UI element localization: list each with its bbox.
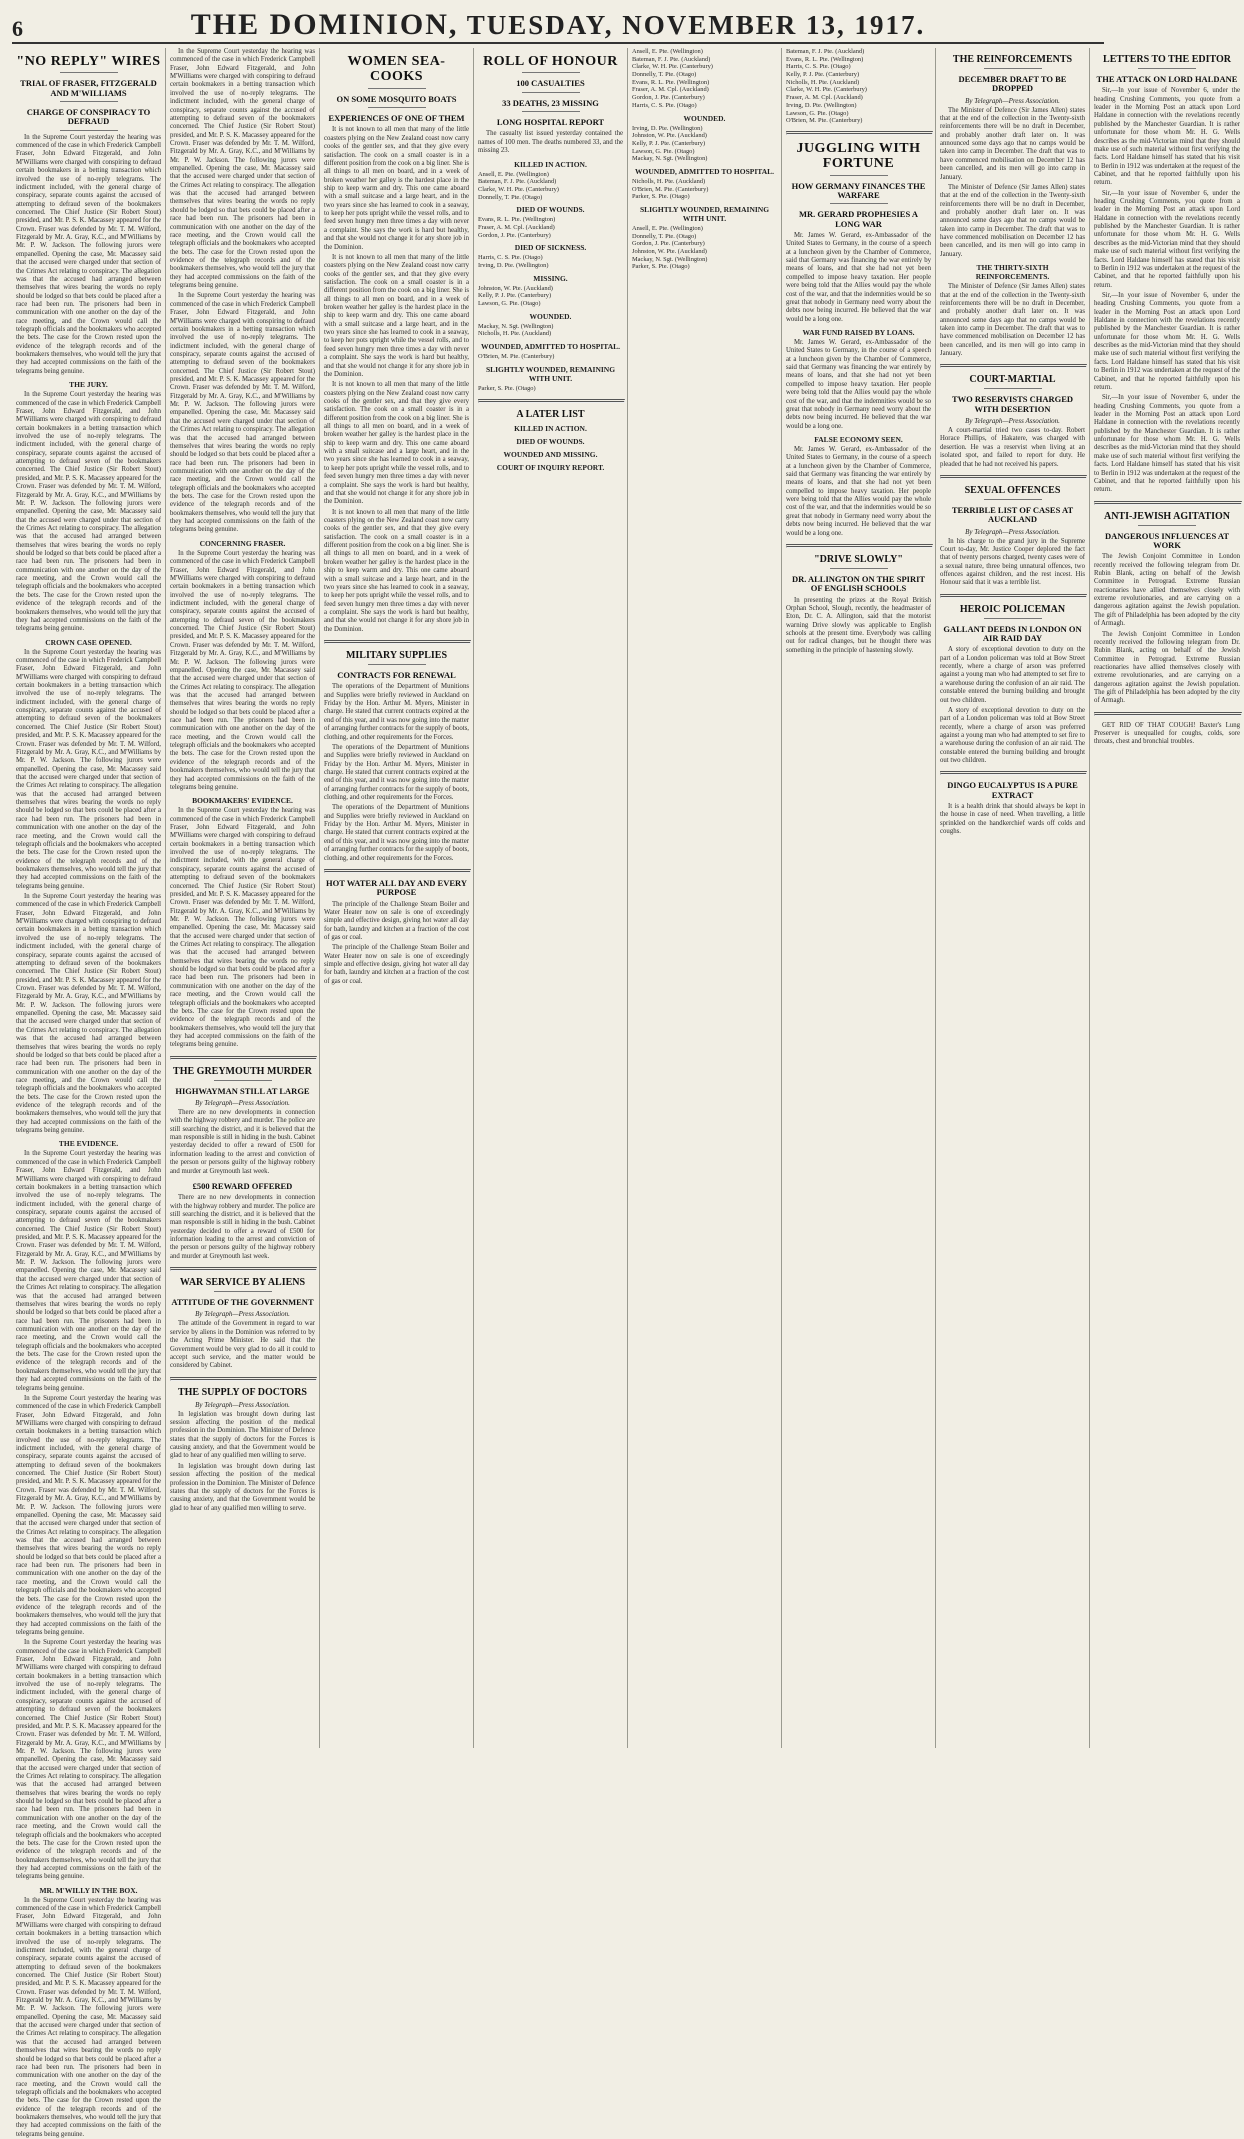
section-heading: MR. M'WILLY IN THE BOX. (39, 1885, 138, 1895)
article-subhead: EXPERIENCES OF ONE OF THEM (328, 113, 465, 124)
list-item: Fraser, A. M. Cpl. (Auckland) (786, 94, 863, 102)
article-body: The Minister of Defence (Sir James Allen) states that at the end of the collection in the Twenty-sixth reinforcements there will be no draft in December, and probably another draft later on. It was announced some days ago that no camps would be taken into camp in December. The draft that was to have commenced mobilisation on December 12 has been cancelled, and its men will go into camp in January. (940, 283, 1085, 358)
article-headline: A LATER LIST (516, 408, 585, 420)
list-item: Mackay, N. Sgt. (Wellington) (632, 155, 708, 163)
list-item: Harris, C. S. Pte. (Otago) (786, 63, 851, 71)
section-heading: KILLED IN ACTION. (514, 423, 587, 433)
article-body: The Jewish Conjoint Committee in London recently received the following telegram from Dr. Rubin Blank, acting on behalf of the Jewish Committee in Petrograd. Extreme Russian reactionaries have allied themselves closely with extreme revolutionaries, and are carrying on a dangerous agitation against the Jewish population. The gift of Philadelphia has been adopted by the city of Armagh. (1094, 630, 1240, 705)
advert-body: The principle of the Challenge Steam Boiler and Water Heater now on sale is one of exceedingly simple and effective design, giving hot water all day for bath, laundry and kitchen at a fraction of the cost of gas or coal. (324, 944, 469, 985)
article-body: In legislation was brought down during last session affecting the position of the medical profession in the Dominion. The Minister of Defence states that the supply of doctors for the Forces is causing anxiety, and that the Government would be glad to hear of any qualified men willing to serve. (170, 1462, 315, 1512)
article-body: In his charge to the grand jury in the Supreme Court to-day, Mr. Justice Cooper deplored the fact that of twenty persons charged, twenty cases were of a sexual nature, three being unnatural offences, two offences against children, and the rest incest. His Honour said that it was a terrible list. (940, 537, 1085, 587)
article-body: A story of exceptional devotion to duty on the part of a London policeman was told at Bow Street recently, where a charge of arson was preferred against a young man who had attempted to set fire to a warehouse during the confusion of an air raid. The constable entered the burning building and brought out two children. (940, 646, 1085, 704)
column-2 (166, 48, 320, 1748)
article-headline: HEROIC POLICEMAN (959, 603, 1066, 615)
article-subhead: HOW GERMANY FINANCES THE WARFARE (791, 180, 926, 200)
casualty-list (478, 385, 623, 393)
list-item: Kelly, P. J. Pte. (Canterbury) (632, 139, 706, 147)
column-5 (628, 48, 782, 1748)
article-headline: WOMEN SEA-COOKS (347, 54, 446, 85)
list-item: Parker, S. Pte. (Otago) (478, 384, 536, 392)
article-body: In the Supreme Court yesterday the hearing was commenced of the case in which Frederick Campbell Fraser, John Edward Fitzgerald, and John M'Williams were charged with conspiring to defraud certain bookmakers in a betting transaction which involved the use of no-reply telegrams. The indictment included, with the general charge of conspiracy, separate counts against the accused of attempting to defraud seven of the bookmakers concerned. The Chief Justice (Sir Robert Stout) presided, and Mr. P. S. K. Macassey appeared for the Crown. Fraser was defended by Mr. T. M. Wilford, Fitzgerald by Mr. A. Gray, K.C., and M'Williams by Mr. P. W. Jackson. The following jurors were empanelled. Opening the case, Mr. Macassey said that the accused were charged under that section of the Crimes Act relating to conspiracy. The allegation was that the accused had arranged between themselves that wires bearing the words no reply should be lodged so that bets could be placed after a race had been run. The prisoners had been in communication with one another on the day of the race meeting, and the Crown would call the telegraph officials and the bookmakers who accepted the bets. The case for the Crown rested upon the evidence of the telegraph records and of the bookmakers themselves, who would tell the jury that they had accepted commissions on the faith of the telegrams being genuine. (170, 807, 315, 1049)
article-headline: MILITARY SUPPLIES (345, 650, 448, 662)
list-item: Fraser, A. M. Cpl. (Auckland) (632, 86, 709, 94)
column-4 (474, 48, 628, 1748)
article-headline: JUGGLING WITH FORTUNE (796, 140, 921, 172)
article-subhead: ATTITUDE OF THE GOVERNMENT (171, 1297, 314, 1308)
section-heading: CROWN CASE OPENED. (45, 637, 132, 647)
list-item: Clarke, W. H. Pte. (Canterbury) (786, 86, 867, 94)
section-heading: DIED OF WOUNDS. (516, 436, 585, 446)
list-item: Irving, D. Pte. (Wellington) (786, 101, 857, 109)
list-item: Fraser, A. M. Cpl. (Auckland) (478, 223, 555, 231)
list-item: Harris, C. S. Pte. (Otago) (632, 101, 697, 109)
article-body: Sir,—In your issue of November 6, under the heading Crushing Comments, you quote from a leader in the Morning Post an attack upon Lord Haldane in connection with the revelations recently published by the Manchester Guardian. It is rather unfortunate for those whom Mr. H. G. Wells describes as the mid-Victorian mind that they should make use of such material without first verifying the facts. Lord Haldane himself has stated that his visit to Berlin in 1912 was undertaken at the request of the Cabinet, and that he reported faithfully upon his return. (1094, 291, 1240, 391)
advert-body: The principle of the Challenge Steam Boiler and Water Heater now on sale is one of exceedingly simple and effective design, giving hot water all day for bath, laundry and kitchen at a fraction of the cost of gas or coal. (324, 900, 469, 942)
article-body: Mr. James W. Gerard, ex-Ambassador of the United States to Germany, in the course of a speech at a luncheon given by the Chamber of Commerce, said that Germany was financing the war entirely by means of loans, and that she had not yet been compelled to impose heavy taxation. Her people were being told that the Allies would pay the whole cost of the war, and that the indemnities would be so great that nobody in Germany need worry about the debts now being incurred. He believed that the war would be a long one. (786, 445, 931, 537)
article-subhead: CHARGE OF CONSPIRACY TO DEFRAUD (26, 107, 151, 127)
section-heading: WAR FUND RAISED BY LOANS. (802, 327, 915, 337)
article-subhead: TERRIBLE LIST OF CASES AT AUCKLAND (951, 504, 1074, 525)
article-body: A court-martial tried two cases to-day. Robert Horace Phillips, of Hakatere, was charged with desertion. He was a reservist when living at an isolated spot, and failed to report for duty. He pleaded that he had not received his papers. (940, 427, 1085, 468)
article-subhead: £500 REWARD OFFERED (192, 1180, 293, 1191)
section-heading: DIED OF WOUNDS. (516, 205, 585, 215)
advert-body: GET RID OF THAT COUGH! Baxter's Lung Preserver is unequalled for coughs, colds, sore throats, chest and bronchial troubles. (1094, 721, 1240, 746)
list-item: O'Brien, M. Pte. (Canterbury) (786, 117, 863, 125)
column-8 (1090, 48, 1244, 1748)
section-heading: WOUNDED. (529, 311, 572, 321)
section-heading: COURT OF INQUIRY REPORT. (496, 462, 605, 472)
list-item: Gordon, J. Pte. (Canterbury) (632, 94, 705, 102)
article-headline: COURT-MARTIAL (969, 374, 1056, 386)
list-item: Evans, R. L. Pte. (Wellington) (478, 216, 556, 224)
list-item: Nicholls, H. Pte. (Auckland) (632, 177, 706, 185)
article-body: A story of exceptional devotion to duty on the part of a London policeman was told at Bow Street recently, where a charge of arson was preferred against a young man who had attempted to set fire to a warehouse during the confusion of an air raid. The constable entered the burning building and brought out two children. (940, 706, 1085, 765)
article-subhead: DECEMBER DRAFT TO BE DROPPED (958, 74, 1067, 94)
article-subhead: DR. ALLINGTON ON THE SPIRIT OF ENGLISH SCHOOLS (791, 573, 926, 594)
column-1 (12, 48, 166, 2138)
article-body: Sir,—In your issue of November 6, under the heading Crushing Comments, you quote from a leader in the Morning Post an attack upon Lord Haldane in connection with the revelations recently published by the Manchester Guardian. It is rather unfortunate for those whom Mr. H. G. Wells describes as the mid-Victorian mind that they should make use of such material without first verifying the facts. Lord Haldane himself has stated that his visit to Berlin in 1912 was undertaken at the request of the Cabinet, and that he reported faithfully upon his return. (1094, 87, 1240, 187)
article-body: In the Supreme Court yesterday the hearing was commenced of the case in which Frederick Campbell Fraser, John Edward Fitzgerald, and John M'Williams were charged with conspiring to defraud certain bookmakers in a betting transaction which involved the use of no-reply telegrams. The indictment included, with the general charge of conspiracy, separate counts against the accused of attempting to defraud seven of the bookmakers concerned. The Chief Justice (Sir Robert Stout) presided, and Mr. P. S. K. Macassey appeared for the Crown. Fraser was defended by Mr. T. M. Wilford, Fitzgerald by Mr. A. Gray, K.C., and M'Williams by Mr. P. W. Jackson. The following jurors were empanelled. Opening the case, Mr. Macassey said that the accused were charged under that section of the Crimes Act relating to conspiracy. The allegation was that the accused had arranged between themselves that wires bearing the words no reply should be lodged so that bets could be placed after a race had been run. The prisoners had been in communication with one another on the day of the race meeting, and the Crown would call the telegraph officials and the bookmakers who accepted the bets. The case for the Crown rested upon the evidence of the telegraph records and of the bookmakers themselves, who would tell the jury that they had accepted commissions on the faith of the telegrams being genuine. (16, 1394, 161, 1636)
article-body: In the Supreme Court yesterday the hearing was commenced of the case in which Frederick Campbell Fraser, John Edward Fitzgerald, and John M'Williams were charged with conspiring to defraud certain bookmakers in a betting transaction which involved the use of no-reply telegrams. The indictment included, with the general charge of conspiracy, separate counts against the accused of attempting to defraud seven of the bookmakers concerned. The Chief Justice (Sir Robert Stout) presided, and Mr. P. S. K. Macassey appeared for the Crown. Fraser was defended by Mr. T. M. Wilford, Fitzgerald by Mr. A. Gray, K.C., and M'Williams by Mr. P. W. Jackson. The following jurors were empanelled. Opening the case, Mr. Macassey said that the accused were charged under that section of the Crimes Act relating to conspiracy. The allegation was that the accused had arranged between themselves that wires bearing the words no reply should be lodged so that bets could be placed after a race had been run. The prisoners had been in communication with one another on the day of the race meeting, and the Crown would call the telegraph officials and the bookmakers who accepted the bets. The case for the Crown rested upon the evidence of the telegraph records and of the bookmakers themselves, who would tell the jury that they had accepted commissions on the faith of the telegrams being genuine. (16, 1150, 161, 1392)
list-item: Parker, S. Pte. (Otago) (632, 193, 690, 201)
list-item: Bateman, F. J. Pte. (Auckland) (786, 48, 865, 55)
article-body: In the Supreme Court yesterday the hearing was commenced of the case in which Frederick Campbell Fraser, John Edward Fitzgerald, and John M'Williams were charged with conspiring to defraud certain bookmakers in a betting transaction which involved the use of no-reply telegrams. The indictment included, with the general charge of conspiracy, separate counts against the accused of attempting to defraud seven of the bookmakers concerned. The Chief Justice (Sir Robert Stout) presided, and Mr. P. S. K. Macassey appeared for the Crown. Fraser was defended by Mr. T. M. Wilford, Fitzgerald by Mr. A. Gray, K.C., and M'Williams by Mr. P. W. Jackson. The following jurors were empanelled. Opening the case, Mr. Macassey said that the accused were charged under that section of the Crimes Act relating to conspiracy. The allegation was that the accused had arranged between themselves that wires bearing the words no reply should be lodged so that bets could be placed after a race had been run. The prisoners had been in communication with one another on the day of the race meeting, and the Crown would call the telegraph officials and the bookmakers who accepted the bets. The case for the Crown rested upon the evidence of the telegraph records and of the bookmakers themselves, who would tell the jury that they had accepted commissions on the faith of the telegrams being genuine. (16, 133, 161, 375)
section-heading: THE THIRTY-SIXTH REINFORCEMENTS. (975, 263, 1050, 282)
list-item: Clarke, W. H. Pte. (Canterbury) (478, 185, 559, 193)
page-columns (12, 48, 1240, 2138)
list-item: Johnston, W. Pte. (Auckland) (632, 132, 707, 140)
column-3 (320, 48, 474, 1748)
article-body: There are no new developments in connection with the highway robbery and murder. The police are still searching the district, and it is believed that the man responsible is still in hiding in the bush. Cabinet yesterday decided to offer a reward of £500 for information leading to the arrest and conviction of the person or persons guilty of the highway robbery and murder at Greymouth last week. (170, 1109, 315, 1175)
article-body: In the Supreme Court yesterday the hearing was commenced of the case in which Frederick Campbell Fraser, John Edward Fitzgerald, and John M'Williams were charged with conspiring to defraud certain bookmakers in a betting transaction which involved the use of no-reply telegrams. The indictment included, with the general charge of conspiracy, separate counts against the accused of attempting to defraud seven of the bookmakers concerned. The Chief Justice (Sir Robert Stout) presided, and Mr. P. S. K. Macassey appeared for the Crown. Fraser was defended by Mr. T. M. Wilford, Fitzgerald by Mr. A. Gray, K.C., and M'Williams by Mr. P. W. Jackson. The following jurors were empanelled. Opening the case, Mr. Macassey said that the accused were charged under that section of the Crimes Act relating to conspiracy. The allegation was that the accused had arranged between themselves that wires bearing the words no reply should be lodged so that bets could be placed after a race had been run. The prisoners had been in communication with one another on the day of the race meeting, and the Crown would call the telegraph officials and the bookmakers who accepted the bets. The case for the Crown rested upon the evidence of the telegraph records and of the bookmakers themselves, who would tell the jury that they had accepted commissions on the faith of the telegrams being genuine. (170, 549, 315, 791)
article-subhead: ON SOME MOSQUITO BOATS (336, 93, 457, 104)
list-item: Ansell, E. Pte. (Wellington) (632, 225, 703, 232)
casualty-list (478, 216, 623, 239)
article-body: The Minister of Defence (Sir James Allen) states that at the end of the collection in the Twenty-sixth reinforcements there will be no draft in December, and probably another draft later on. It was announced some days ago that no camps would be taken into camp in December. The draft that was to have commenced mobilisation on December 12 has been cancelled, and its men will go into camp in January. (940, 106, 1085, 181)
article-headline: "DRIVE SLOWLY" (814, 553, 903, 565)
page-number: 6 (12, 16, 23, 41)
article-body: The attitude of the Government in regard to war service by aliens in the Dominion was referred to by the Acting Prime Minister. He said that the Government would be very glad to do all it could to accept such service, and the matter would be considered by Cabinet. (170, 1320, 315, 1370)
column-7 (936, 48, 1090, 1748)
advert-headline: HOT WATER ALL DAY AND EVERY PURPOSE (325, 877, 467, 898)
article-subhead: GALLANT DEEDS IN LONDON ON AIR RAID DAY (943, 623, 1082, 644)
article-headline: ANTI-JEWISH AGITATION (1103, 510, 1231, 522)
list-item: Mackay, N. Sgt. (Wellington) (632, 255, 708, 263)
section-heading: THE JURY. (69, 380, 108, 390)
section-heading: WOUNDED, ADMITTED TO HOSPITAL. (635, 166, 774, 176)
byline: By Telegraph—Press Association. (195, 1310, 290, 1319)
article-body: In the Supreme Court yesterday the hearing was commenced of the case in which Frederick Campbell Fraser, John Edward Fitzgerald, and John M'Williams were charged with conspiring to defraud certain bookmakers in a betting transaction which involved the use of no-reply telegrams. The indictment included, with the general charge of conspiracy, separate counts against the accused of attempting to defraud seven of the bookmakers concerned. The Chief Justice (Sir Robert Stout) presided, and Mr. P. S. K. Macassey appeared for the Crown. Fraser was defended by Mr. T. M. Wilford, Fitzgerald by Mr. A. Gray, K.C., and M'Williams by Mr. P. W. Jackson. The following jurors were empanelled. Opening the case, Mr. Macassey said that the accused were charged under that section of the Crimes Act relating to conspiracy. The allegation was that the accused had arranged between themselves that wires bearing the words no reply should be lodged so that bets could be placed after a race had been run. The prisoners had been in communication with one another on the day of the race meeting, and the Crown would call the telegraph officials and the bookmakers who accepted the bets. The case for the Crown rested upon the evidence of the telegraph records and of the bookmakers themselves, who would tell the jury that they had accepted commissions on the faith of the telegrams being genuine. (16, 648, 161, 890)
list-item: Lawson, G. Pte. (Otago) (786, 109, 849, 117)
list-item: Lawson, G. Pte. (Otago) (478, 300, 541, 308)
article-subhead: TRIAL OF FRASER, FITZGERALD AND M'WILLIAMS (20, 78, 157, 98)
section-heading: CONCERNING FRASER. (199, 538, 286, 548)
article-headline: ROLL OF HONOUR (483, 54, 618, 69)
section-heading: WOUNDED AND MISSING. (503, 449, 598, 459)
casualty-list-continued (786, 48, 931, 125)
masthead-title-line (72, 8, 1044, 42)
section-heading: KILLED IN ACTION. (514, 159, 587, 169)
article-body: In the Supreme Court yesterday the hearing was commenced of the case in which Frederick Campbell Fraser, John Edward Fitzgerald, and John M'Williams were charged with conspiring to defraud certain bookmakers in a betting transaction which involved the use of no-reply telegrams. The indictment included, with the general charge of conspiracy, separate counts against the accused of attempting to defraud seven of the bookmakers concerned. The Chief Justice (Sir Robert Stout) presided, and Mr. P. S. K. Macassey appeared for the Crown. Fraser was defended by Mr. T. M. Wilford, Fitzgerald by Mr. A. Gray, K.C., and M'Williams by Mr. P. W. Jackson. The following jurors were empanelled. Opening the case, Mr. Macassey said that the accused were charged under that section of the Crimes Act relating to conspiracy. The allegation was that the accused had arranged between themselves that wires bearing the words no reply should be lodged so that bets could be placed after a race had been run. The prisoners had been in communication with one another on the day of the race meeting, and the Crown would call the telegraph officials and the bookmakers who accepted the bets. The case for the Crown rested upon the evidence of the telegraph records and of the bookmakers themselves, who would tell the jury that they had accepted commissions on the faith of the telegrams being genuine. (170, 48, 315, 290)
list-item: Kelly, P. J. Pte. (Canterbury) (478, 292, 552, 300)
article-body: In presenting the prizes at the Royal British Orphan School, Slough, recently, the headmaster of Eton, Dr. C. A. Allington, said that the motorist warning Drive slowly was applicable to English schools at the present time. Everybody was calling out for radical changes, but he thought there was something in the principle of hastening slowly. (786, 596, 931, 654)
list-item: O'Brien, M. Pte. (Canterbury) (632, 185, 709, 193)
article-body: There are no new developments in connection with the highway robbery and murder. The police are still searching the district, and it is believed that the man responsible is still in hiding in the bush. Cabinet yesterday decided to offer a reward of £500 for information leading to the arrest and conviction of the person or persons guilty of the highway robbery and murder at Greymouth last week. (170, 1194, 315, 1260)
article-subhead: TWO RESERVISTS CHARGED WITH DESERTION (951, 394, 1074, 414)
list-item: Evans, R. L. Pte. (Wellington) (786, 55, 864, 63)
list-item: Nicholls, H. Pte. (Auckland) (478, 330, 552, 338)
list-item: Ansell, E. Pte. (Wellington) (478, 170, 549, 178)
article-body: Mr. James W. Gerard, ex-Ambassador of the United States to Germany, in the course of a speech at a luncheon given by the Chamber of Commerce, said that Germany was financing the war entirely by means of loans, and that she had not yet been compelled to impose heavy taxation. Her people were being told that the Allies would pay the whole cost of the war, and that the indemnities would be so great that nobody in Germany need worry about the debts now being incurred. He believed that the war would be a long one. (786, 338, 931, 430)
list-item: Ansell, E. Pte. (Wellington) (632, 48, 703, 55)
article-body: The operations of the Department of Munitions and Supplies were briefly reviewed in Auckland on Friday by the Hon. Arthur M. Myers, Minister in charge. He stated that current contracts expired at the end of this year, and it was now going into the matter of arranging further contracts for the supply of boots, clothing, and other requirements for the Forces. (324, 683, 469, 741)
article-headline: WAR SERVICE BY ALIENS (179, 1277, 306, 1289)
column-6 (782, 48, 936, 1748)
article-headline: THE GREYMOUTH MURDER (173, 1065, 312, 1077)
article-subhead: 33 DEATHS, 23 MISSING (502, 97, 599, 108)
casualty-list (632, 225, 777, 271)
list-item: Irving, D. Pte. (Wellington) (478, 262, 549, 269)
advert-headline: DINGO EUCALYPTUS IS A PURE EXTRACT (947, 780, 1078, 800)
list-item: Gordon, J. Pte. (Canterbury) (478, 231, 551, 239)
section-heading: SLIGHTLY WOUNDED, REMAINING WITH UNIT. (485, 364, 616, 383)
article-body: It is not known to all men that many of the little coasters plying on the New Zealand coast now carry cooks of the gentler sex, and that they give every satisfaction. The cook on a small coaster is in a different position from the cook on a big liner. She is all things to all men on board, and in a week of broken weather her galley is the hardest place in the ship to keep warm and dry. This one came aboard with a small suitcase and a large heart, and in the two years since she has learned to cook in a seaway, to keep her pots upright while the vessel rolls, and to feed seven hungry men three times a day with never a complaint. She says the work is hard but healthy, and that she would not change it for any shore job in the Dominion. (324, 126, 469, 251)
article-body: In the Supreme Court yesterday the hearing was commenced of the case in which Frederick Campbell Fraser, John Edward Fitzgerald, and John M'Williams were charged with conspiring to defraud certain bookmakers in a betting transaction which involved the use of no-reply telegrams. The indictment included, with the general charge of conspiracy, separate counts against the accused of attempting to defraud seven of the bookmakers concerned. The Chief Justice (Sir Robert Stout) presided, and Mr. P. S. K. Macassey appeared for the Crown. Fraser was defended by Mr. T. M. Wilford, Fitzgerald by Mr. A. Gray, K.C., and M'Williams by Mr. P. W. Jackson. The following jurors were empanelled. Opening the case, Mr. Macassey said that the accused were charged under that section of the Crimes Act relating to conspiracy. The allegation was that the accused had arranged between themselves that wires bearing the words no reply should be lodged so that bets could be placed after a race had been run. The prisoners had been in communication with one another on the day of the race meeting, and the Crown would call the telegraph officials and the bookmakers who accepted the bets. The case for the Crown rested upon the evidence of the telegraph records and of the bookmakers themselves, who would tell the jury that they had accepted commissions on the faith of the telegrams being genuine. (16, 1896, 161, 2138)
article-subhead: HIGHWAYMAN STILL AT LARGE (175, 1085, 310, 1096)
list-item: Johnston, W. Pte. (Auckland) (632, 248, 707, 256)
article-body: In legislation was brought down during last session affecting the position of the medical profession in the Dominion. The Minister of Defence states that the supply of doctors for the Forces is causing anxiety, and that the Government would be glad to hear of any qualified men willing to serve. (170, 1410, 315, 1460)
article-subhead: THE ATTACK ON LORD HALDANE (1096, 74, 1238, 84)
list-item: Donnelly, T. Pte. (Otago) (632, 71, 697, 79)
byline: By Telegraph—Press Association. (195, 1400, 290, 1409)
section-heading: WOUNDED, ADMITTED TO HOSPITAL. (481, 342, 620, 352)
list-item: Harris, C. S. Pte. (Otago) (478, 254, 543, 262)
casualty-list (632, 178, 777, 201)
byline: By Telegraph—Press Association. (195, 1099, 290, 1108)
article-body: The operations of the Department of Munitions and Supplies were briefly reviewed in Auckland on Friday by the Hon. Arthur M. Myers, Minister in charge. He stated that current contracts expired at the end of this year, and it was now going into the matter of arranging further contracts for the supply of boots, clothing, and other requirements for the Forces. (324, 743, 469, 802)
list-item: Donnelly, T. Pte. (Otago) (632, 232, 697, 240)
list-item: Lawson, G. Pte. (Otago) (632, 147, 695, 155)
paper-date: TUESDAY, NOVEMBER 13, 1917. (466, 10, 926, 40)
section-heading: MISSING. (533, 273, 568, 283)
article-headline: LETTERS TO THE EDITOR (1103, 54, 1231, 65)
article-body: In the Supreme Court yesterday the hearing was commenced of the case in which Frederick Campbell Fraser, John Edward Fitzgerald, and John M'Williams were charged with conspiring to defraud certain bookmakers in a betting transaction which involved the use of no-reply telegrams. The indictment included, with the general charge of conspiracy, separate counts against the accused of attempting to defraud seven of the bookmakers concerned. The Chief Justice (Sir Robert Stout) presided, and Mr. P. S. K. Macassey appeared for the Crown. Fraser was defended by Mr. T. M. Wilford, Fitzgerald by Mr. A. Gray, K.C., and M'Williams by Mr. P. W. Jackson. The following jurors were empanelled. Opening the case, Mr. Macassey said that the accused were charged under that section of the Crimes Act relating to conspiracy. The allegation was that the accused had arranged between themselves that wires bearing the words no reply should be lodged so that bets could be placed after a race had been run. The prisoners had been in communication with one another on the day of the race meeting, and the Crown would call the telegraph officials and the bookmakers who accepted the bets. The case for the Crown rested upon the evidence of the telegraph records and of the bookmakers themselves, who would tell the jury that they had accepted commissions on the faith of the telegrams being genuine. (16, 391, 161, 633)
article-headline: "NO REPLY" WIRES (16, 54, 161, 69)
byline: By Telegraph—Press Association. (965, 417, 1060, 426)
list-item: Irving, D. Pte. (Wellington) (632, 124, 703, 132)
masthead (12, 8, 1104, 44)
list-item: Donnelly, T. Pte. (Otago) (478, 193, 543, 201)
article-body: In the Supreme Court yesterday the hearing was commenced of the case in which Frederick Campbell Fraser, John Edward Fitzgerald, and John M'Williams were charged with conspiring to defraud certain bookmakers in a betting transaction which involved the use of no-reply telegrams. The indictment included, with the general charge of conspiracy, separate counts against the accused of attempting to defraud seven of the bookmakers concerned. The Chief Justice (Sir Robert Stout) presided, and Mr. P. S. K. Macassey appeared for the Crown. Fraser was defended by Mr. T. M. Wilford, Fitzgerald by Mr. A. Gray, K.C., and M'Williams by Mr. P. W. Jackson. The following jurors were empanelled. Opening the case, Mr. Macassey said that the accused were charged under that section of the Crimes Act relating to conspiracy. The allegation was that the accused had arranged between themselves that wires bearing the words no reply should be lodged so that bets could be placed after a race had been run. The prisoners had been in communication with one another on the day of the race meeting, and the Crown would call the telegraph officials and the bookmakers who accepted the bets. The case for the Crown rested upon the evidence of the telegraph records and of the bookmakers themselves, who would tell the jury that they had accepted commissions on the faith of the telegrams being genuine. (16, 1639, 161, 1881)
paper-title: THE DOMINION, (190, 8, 459, 41)
list-item: Parker, S. Pte. (Otago) (632, 263, 690, 271)
article-headline: SEXUAL OFFENCES (964, 484, 1061, 496)
casualty-list (478, 171, 623, 202)
list-item: Bateman, F. J. Pte. (Auckland) (632, 55, 711, 63)
article-subhead: MR. GERARD PROPHESIES A LONG WAR (798, 209, 918, 229)
casualty-list (478, 285, 623, 308)
article-body: Sir,—In your issue of November 6, under the heading Crushing Comments, you quote from a leader in the Morning Post an attack upon Lord Haldane in connection with the revelations recently published by the Manchester Guardian. It is rather unfortunate for those whom Mr. H. G. Wells describes as the mid-Victorian mind that they should make use of such material without first verifying the facts. Lord Haldane himself has stated that his visit to Berlin in 1912 was undertaken at the request of the Cabinet, and that he reported faithfully upon his return. (1094, 394, 1240, 494)
article-headline: THE REINFORCEMENTS (952, 54, 1073, 65)
article-body: It is not known to all men that many of the little coasters plying on the New Zealand coast now carry cooks of the gentler sex, and that they give every satisfaction. The cook on a small coaster is in a different position from the cook on a big liner. She is all things to all men on board, and in a week of broken weather her galley is the hardest place in the ship to keep warm and dry. This one came aboard with a small suitcase and a large heart, and in the two years since she has learned to cook in a seaway, to keep her pots upright while the vessel rolls, and to feed seven hungry men three times a day with never a complaint. She says the work is hard but healthy, and that she would not change it for any shore job in the Dominion. (324, 508, 469, 633)
list-item: Kelly, P. J. Pte. (Canterbury) (786, 71, 860, 79)
section-heading: WOUNDED. (683, 113, 726, 123)
article-subhead: DANGEROUS INFLUENCES AT WORK (1104, 530, 1230, 550)
casualty-list-continued (632, 48, 777, 110)
byline: By Telegraph—Press Association. (965, 96, 1060, 105)
article-subhead: 100 CASUALTIES (516, 78, 585, 89)
article-body: In the Supreme Court yesterday the hearing was commenced of the case in which Frederick Campbell Fraser, John Edward Fitzgerald, and John M'Williams were charged with conspiring to defraud certain bookmakers in a betting transaction which involved the use of no-reply telegrams. The indictment included, with the general charge of conspiracy, separate counts against the accused of attempting to defraud seven of the bookmakers concerned. The Chief Justice (Sir Robert Stout) presided, and Mr. P. S. K. Macassey appeared for the Crown. Fraser was defended by Mr. T. M. Wilford, Fitzgerald by Mr. A. Gray, K.C., and M'Williams by Mr. P. W. Jackson. The following jurors were empanelled. Opening the case, Mr. Macassey said that the accused were charged under that section of the Crimes Act relating to conspiracy. The allegation was that the accused had arranged between themselves that wires bearing the words no reply should be lodged so that bets could be placed after a race had been run. The prisoners had been in communication with one another on the day of the race meeting, and the Crown would call the telegraph officials and the bookmakers who accepted the bets. The case for the Crown rested upon the evidence of the telegraph records and of the bookmakers themselves, who would tell the jury that they had accepted commissions on the faith of the telegrams being genuine. (16, 893, 161, 1135)
advert-body: It is a health drink that should always be kept in the house in case of need. When travelling, a little sprinkled on the handkerchief wards off colds and coughs. (940, 803, 1085, 836)
section-heading: BOOKMAKERS' EVIDENCE. (192, 796, 293, 806)
casualty-list (478, 353, 623, 361)
casualty-list (478, 323, 623, 338)
list-item: Johnston, W. Pte. (Auckland) (478, 284, 553, 292)
list-item: Nicholls, H. Pte. (Auckland) (786, 78, 860, 86)
byline: By Telegraph—Press Association. (965, 527, 1060, 536)
article-body: Mr. James W. Gerard, ex-Ambassador of the United States to Germany, in the course of a speech at a luncheon given by the Chamber of Commerce, said that Germany was financing the war entirely by means of loans, and that she had not yet been compelled to impose heavy taxation. Her people were being told that the Allies would pay the whole cost of the war, and that the indemnities would be so great that nobody in Germany need worry about the debts now being incurred. He believed that the war would be a long one. (786, 232, 931, 323)
article-subhead: CONTRACTS FOR RENEWAL (337, 670, 456, 681)
section-heading: THE EVIDENCE. (58, 1139, 119, 1149)
list-item: Evans, R. L. Pte. (Wellington) (632, 78, 710, 86)
list-item: Bateman, F. J. Pte. (Auckland) (478, 178, 557, 186)
list-item: Gordon, J. Pte. (Canterbury) (632, 240, 705, 248)
article-subhead: LONG HOSPITAL REPORT (496, 117, 605, 128)
article-body: The Jewish Conjoint Committee in London recently received the following telegram from Dr. Rubin Blank, acting on behalf of the Jewish Committee in Petrograd. Extreme Russian reactionaries have allied themselves closely with extreme revolutionaries, and are carrying on a dangerous agitation against the Jewish population. The gift of Philadelphia has been adopted by the city of Armagh. (1094, 553, 1240, 628)
article-body: The casualty list issued yesterday contained the names of 100 men. The deaths numbered 33, and the missing 23. (478, 130, 623, 155)
article-body: Sir,—In your issue of November 6, under the heading Crushing Comments, you quote from a leader in the Morning Post an attack upon Lord Haldane in connection with the revelations recently published by the Manchester Guardian. It is rather unfortunate for those whom Mr. H. G. Wells describes as the mid-Victorian mind that they should make use of such material without first verifying the facts. Lord Haldane himself has stated that his visit to Berlin in 1912 was undertaken at the request of the Cabinet, and that he reported faithfully upon his return. (1094, 189, 1240, 289)
section-heading: SLIGHTLY WOUNDED, REMAINING WITH UNIT. (639, 205, 770, 223)
casualty-list (478, 254, 623, 269)
article-body: It is not known to all men that many of the little coasters plying on the New Zealand coast now carry cooks of the gentler sex, and that they give every satisfaction. The cook on a small coaster is in a different position from the cook on a big liner. She is all things to all men on board, and in a week of broken weather her galley is the hardest place in the ship to keep warm and dry. This one came aboard with a small suitcase and a large heart, and in the two years since she has learned to cook in a seaway, to keep her pots upright while the vessel rolls, and to feed seven hungry men three times a day with never a complaint. She says the work is hard but healthy, and that she would not change it for any shore job in the Dominion. (324, 381, 469, 506)
list-item: Clarke, W. H. Pte. (Canterbury) (632, 63, 713, 71)
section-heading: FALSE ECONOMY SEEN. (814, 434, 903, 444)
section-heading: DIED OF SICKNESS. (514, 243, 587, 253)
article-body: It is not known to all men that many of the little coasters plying on the New Zealand coast now carry cooks of the gentler sex, and that they give every satisfaction. The cook on a small coaster is in a different position from the cook on a big liner. She is all things to all men on board, and in a week of broken weather her galley is the hardest place in the ship to keep warm and dry. This one came aboard with a small suitcase and a large heart, and in the two years since she has learned to cook in a seaway, to keep her pots upright while the vessel rolls, and to feed seven hungry men three times a day with never a complaint. She says the work is hard but healthy, and that she would not change it for any shore job in the Dominion. (324, 253, 469, 378)
article-body: In the Supreme Court yesterday the hearing was commenced of the case in which Frederick Campbell Fraser, John Edward Fitzgerald, and John M'Williams were charged with conspiring to defraud certain bookmakers in a betting transaction which involved the use of no-reply telegrams. The indictment included, with the general charge of conspiracy, separate counts against the accused of attempting to defraud seven of the bookmakers concerned. The Chief Justice (Sir Robert Stout) presided, and Mr. P. S. K. Macassey appeared for the Crown. Fraser was defended by Mr. T. M. Wilford, Fitzgerald by Mr. A. Gray, K.C., and M'Williams by Mr. P. W. Jackson. The following jurors were empanelled. Opening the case, Mr. Macassey said that the accused were charged under that section of the Crimes Act relating to conspiracy. The allegation was that the accused had arranged between themselves that wires bearing the words no reply should be lodged so that bets could be placed after a race had been run. The prisoners had been in communication with one another on the day of the race meeting, and the Crown would call the telegraph officials and the bookmakers who accepted the bets. The case for the Crown rested upon the evidence of the telegraph records and of the bookmakers themselves, who would tell the jury that they had accepted commissions on the faith of the telegrams being genuine. (170, 292, 315, 534)
article-body: The Minister of Defence (Sir James Allen) states that at the end of the collection in the Twenty-sixth reinforcements there will be no draft in December, and probably another draft later on. It was announced some days ago that no camps would be taken into camp in December. The draft that was to have commenced mobilisation on December 12 has been cancelled, and its men will go into camp in January. (940, 183, 1085, 258)
casualty-list (632, 125, 777, 163)
article-body: The operations of the Department of Munitions and Supplies were briefly reviewed in Auckland on Friday by the Hon. Arthur M. Myers, Minister in charge. He stated that current contracts expired at the end of this year, and it was now going into the matter of arranging further contracts for the supply of boots, clothing, and other requirements for the Forces. (324, 804, 469, 862)
list-item: Mackay, N. Sgt. (Wellington) (478, 322, 554, 330)
article-headline: THE SUPPLY OF DOCTORS (177, 1386, 307, 1398)
list-item: O'Brien, M. Pte. (Canterbury) (478, 353, 555, 361)
